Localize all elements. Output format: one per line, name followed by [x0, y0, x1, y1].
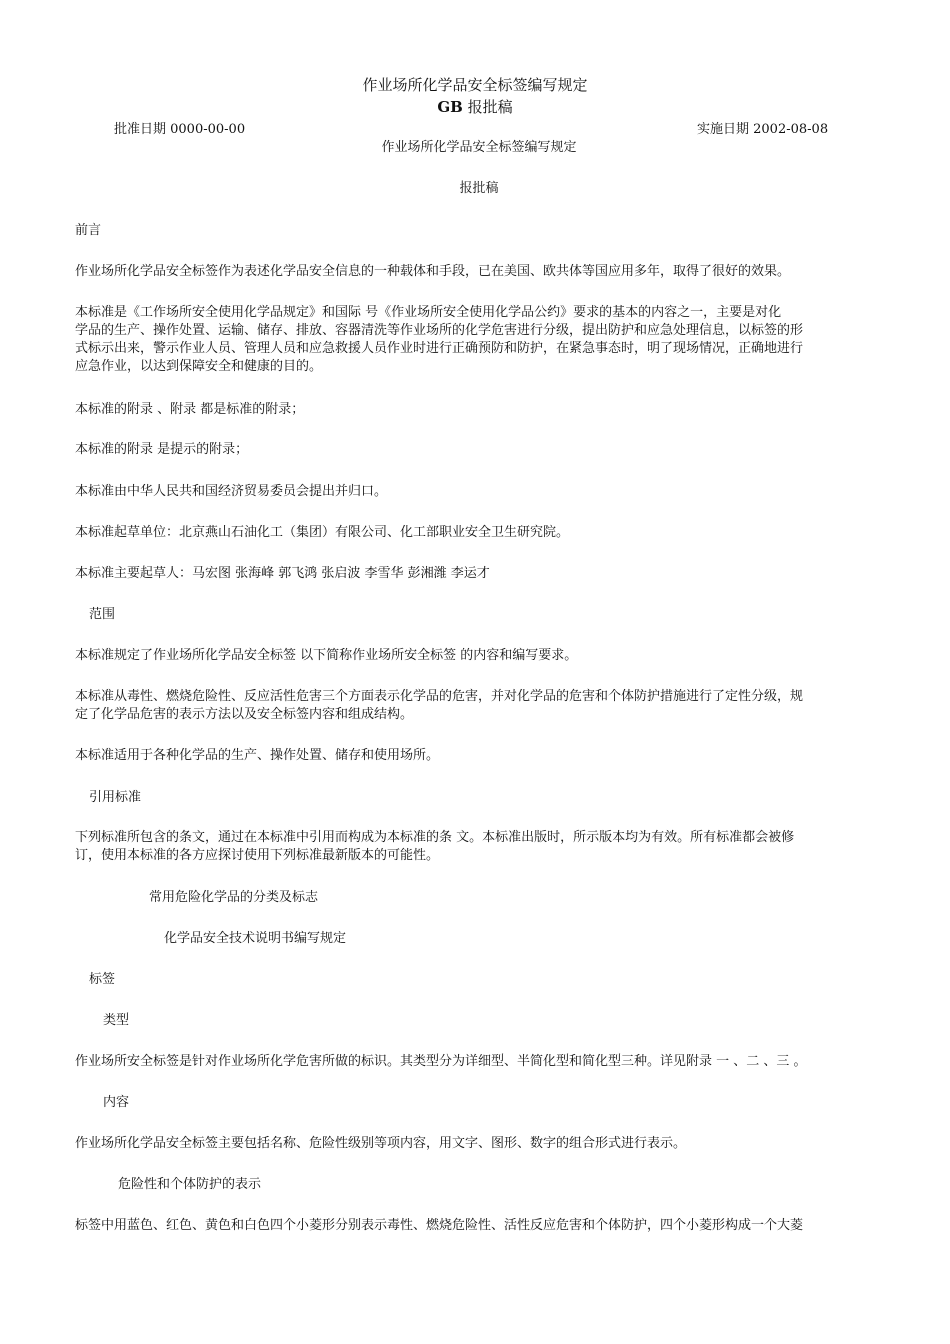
paragraph-5: 本标准由中华人民共和国经济贸易委员会提出并归口。 [75, 484, 388, 499]
paragraph-9 [75, 688, 887, 724]
paragraph-10: 本标准适用于各种化学品的生产、操作处置、储存和使用场所。 [75, 748, 440, 763]
approval-date: 批准日期 0000-00-00 [114, 122, 246, 137]
document-title: 作业场所化学品安全标签编写规定 [362, 76, 588, 94]
paragraph-line: 下列标准所包含的条文，通过在本标准中引用而构成为本标准的条 文。本标准出版时，所示版本均为有效。所有标准都会被修 [75, 830, 795, 845]
draft-status: 报批稿 [459, 181, 499, 196]
paragraph-13: 作业场所化学品安全标签主要包括名称、危险性级别等项内容，用文字、图形、数字的组合形式进行表示。 [75, 1136, 687, 1151]
scope-heading: 范围 [89, 607, 116, 622]
implementation-date: 实施日期 2002-08-08 [697, 122, 829, 137]
paragraph-line: 订，使用本标准的各方应探讨使用下列标准最新版本的可能性。 [75, 848, 440, 863]
type-heading: 类型 [103, 1013, 130, 1028]
document-title-repeat: 作业场所化学品安全标签编写规定 [381, 140, 577, 155]
reference-item-2: 化学品安全技术说明书编写规定 [164, 931, 347, 946]
paragraph-line: 本标准是《工作场所安全使用化学品规定》和国际 号《作业场所安全使用化学品公约》要求的基本的内容之一，主要是对化 [75, 305, 782, 320]
hazard-heading: 危险性和个体防护的表示 [118, 1177, 262, 1192]
paragraph-14: 标签中用蓝色、红色、黄色和白色四个小菱形分别表示毒性、燃烧危险性、活性反应危害和个体防护，四个小菱形构成一个大菱 [75, 1218, 804, 1233]
paragraph-line: 定了化学品危害的表示方法以及安全标签内容和组成结构。 [75, 707, 414, 722]
paragraph-12: 作业场所安全标签是针对作业场所化学危害所做的标识。其类型分为详细型、半简化型和简化型三种。详见附录 一 、二 、三 。 [75, 1054, 807, 1069]
paragraph-line: 式标示出来，警示作业人员、管理人员和应急救援人员作业时进行正确预防和防护，在紧急事态时，明了现场情况，正确地进行 [75, 341, 804, 356]
draft-label: 报批稿 [462, 98, 513, 116]
paragraph-2 [75, 304, 887, 376]
document-subtitle [0, 98, 950, 116]
paragraph-1: 作业场所化学品安全标签作为表述化学品安全信息的一种载体和手段，已在美国、欧共体等国应用多年，取得了很好的效果。 [75, 264, 791, 279]
standard-code: GB [437, 98, 463, 116]
paragraph-line: 应急作业，以达到保障安全和健康的目的。 [75, 359, 323, 374]
content-heading: 内容 [103, 1095, 130, 1110]
label-heading: 标签 [89, 972, 116, 987]
paragraph-line: 学品的生产、操作处置、运输、储存、排放、容器清洗等作业场所的化学危害进行分级，提出防护和应急处理信息，以标签的形 [75, 323, 804, 338]
references-heading: 引用标准 [89, 790, 142, 805]
paragraph-6: 本标准起草单位：北京燕山石油化工（集团）有限公司、化工部职业安全卫生研究院。 [75, 525, 570, 540]
paragraph-11 [75, 829, 887, 865]
drafters: 本标准主要起草人：马宏图 张海峰 郭飞鸿 张启波 李雪华 彭湘潍 李运才 [75, 566, 490, 581]
reference-item-1: 常用危险化学品的分类及标志 [149, 890, 319, 905]
preface-heading: 前言 [75, 223, 102, 238]
paragraph-3: 本标准的附录 、附录 都是标准的附录； [75, 402, 305, 417]
paragraph-8: 本标准规定了作业场所化学品安全标签 以下简称作业场所安全标签 的内容和编写要求。 [75, 648, 578, 663]
paragraph-line: 本标准从毒性、燃烧危险性、反应活性危害三个方面表示化学品的危害，并对化学品的危害和个体防护措施进行了定性分级，规 [75, 689, 804, 704]
paragraph-4: 本标准的附录 是提示的附录； [75, 442, 249, 457]
